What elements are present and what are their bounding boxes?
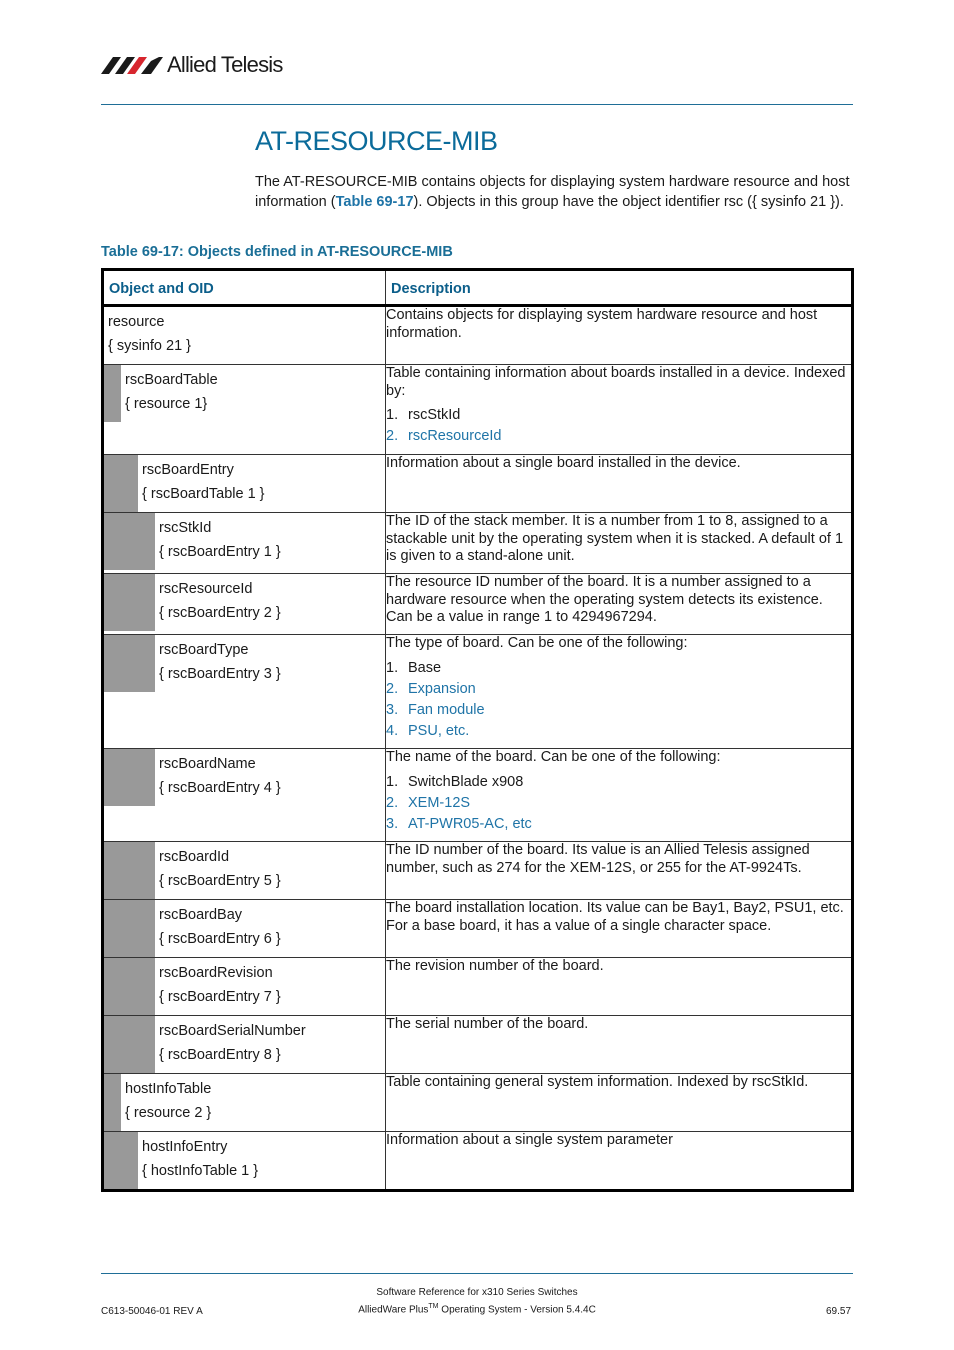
object-name: rscBoardEntry [142, 462, 234, 478]
object-name: rscBoardName [159, 756, 256, 772]
list-item-text: rscStkId [408, 407, 461, 423]
object-name: rscStkId [159, 520, 212, 536]
object-cell [103, 635, 386, 749]
object-oid: { rscBoardEntry 4 } [159, 780, 281, 796]
object-oid: { resource 1} [125, 396, 208, 412]
table-row [103, 635, 853, 749]
list-item [386, 814, 851, 835]
list-item-number: 1. [386, 773, 399, 790]
intro-paragraph [255, 173, 853, 212]
hierarchy-indent-bar [104, 958, 155, 1015]
description-text: Contains objects for displaying system hardware resource and host information. [386, 307, 818, 341]
footer-page-number: 69.57 [826, 1306, 852, 1317]
list-item-text: Fan module [408, 701, 485, 718]
table-row [103, 306, 853, 365]
object-name: hostInfoEntry [142, 1139, 228, 1155]
object-name: resource [108, 314, 165, 330]
object-cell [103, 365, 386, 455]
description-text: Information about a single system parameter [386, 1132, 673, 1148]
hierarchy-indent-bar [104, 513, 155, 570]
table-row [103, 513, 853, 574]
list-item-text: Base [408, 659, 442, 676]
description-cell [386, 635, 853, 749]
table-row [103, 574, 853, 635]
hierarchy-indent-bar [104, 900, 155, 957]
numbered-list [386, 772, 851, 835]
description-cell [386, 455, 853, 513]
footer-subtitle: AlliedWare Plus™ Operating System - Version 5.4.4C [358, 1303, 596, 1316]
object-oid: { rscBoardEntry 8 } [159, 1047, 281, 1063]
list-item [386, 793, 851, 814]
table-row [103, 1074, 853, 1132]
description-text: Table containing information about boards installed in a device. Indexed by: [386, 365, 846, 399]
hierarchy-indent-bar [104, 842, 155, 899]
object-name: rscBoardBay [159, 907, 243, 923]
object-cell [103, 1016, 386, 1074]
list-item-text: PSU, etc. [408, 722, 470, 739]
description-cell [386, 1074, 853, 1132]
description-text: The name of the board. Can be one of the following: [386, 749, 721, 765]
object-oid: { sysinfo 21 } [108, 338, 192, 354]
hierarchy-indent-bar [104, 1074, 121, 1131]
hierarchy-indent-bar [104, 1132, 138, 1189]
table-row [103, 1016, 853, 1074]
object-name: hostInfoTable [125, 1081, 212, 1097]
logo-mark-icon [101, 55, 163, 75]
list-item-number: 2. [386, 794, 399, 811]
hierarchy-indent-bar [104, 635, 155, 692]
object-oid: { rscBoardEntry 6 } [159, 931, 281, 947]
object-cell [103, 749, 386, 842]
list-item-text: XEM-12S [408, 794, 471, 811]
object-cell [103, 1074, 386, 1132]
description-text: Table containing general system information. Indexed by rscStkId. [386, 1074, 809, 1090]
list-item [386, 772, 851, 793]
list-item [386, 679, 851, 700]
description-cell [386, 1016, 853, 1074]
list-item-number: 2. [386, 680, 399, 697]
description-text: The serial number of the board. [386, 1016, 589, 1032]
logo-text: Allied Telesis [167, 52, 283, 77]
table-row [103, 1132, 853, 1191]
mib-objects-table [101, 268, 854, 1192]
table-row [103, 900, 853, 958]
object-oid: { rscBoardEntry 3 } [159, 666, 281, 682]
description-cell [386, 306, 853, 365]
description-text: The ID number of the board. Its value is an Allied Telesis assigned number, such as 274 for the XEM-12S, or 255 for the AT-9924Ts. [386, 842, 810, 876]
object-oid: { hostInfoTable 1 } [142, 1163, 259, 1179]
object-oid: { rscBoardTable 1 } [142, 486, 265, 502]
description-cell [386, 513, 853, 574]
list-item-number: 1. [386, 659, 399, 676]
list-item-number: 3. [386, 815, 399, 832]
object-oid: { rscBoardEntry 1 } [159, 544, 281, 560]
object-oid: { rscBoardEntry 5 } [159, 873, 281, 889]
header-rule [101, 104, 853, 105]
object-cell [103, 455, 386, 513]
footer-doc-id: C613-50046-01 REV A [101, 1306, 203, 1317]
object-oid: { resource 2 } [125, 1105, 212, 1121]
allied-telesis-logo [101, 52, 283, 78]
numbered-list [386, 405, 851, 447]
table-caption: Table 69-17: Objects defined in AT-RESOURCE-MIB [101, 244, 453, 260]
description-cell [386, 842, 853, 900]
column-header-description: Description [386, 270, 853, 306]
list-item [386, 405, 851, 426]
column-header-object: Object and OID [103, 270, 386, 306]
list-item-number: 3. [386, 701, 399, 718]
list-item-text: SwitchBlade x908 [408, 773, 524, 790]
table-header-row [103, 270, 853, 306]
hierarchy-indent-bar [104, 455, 138, 512]
description-text: The board installation location. Its value can be Bay1, Bay2, PSU1, etc. For a base board, it has a value of a single character space. [386, 900, 844, 934]
table-row [103, 749, 853, 842]
description-cell [386, 1132, 853, 1191]
list-item-text: AT-PWR05-AC, etc [408, 815, 532, 832]
object-name: rscBoardSerialNumber [159, 1023, 306, 1039]
object-cell [103, 958, 386, 1016]
object-name: rscBoardType [159, 642, 249, 658]
list-item [386, 700, 851, 721]
list-item [386, 426, 851, 447]
intro-text-end: ). Objects in this group have the object identifier rsc ({ sysinfo 21 }). [413, 193, 844, 210]
object-name: rscBoardId [159, 849, 230, 865]
list-item-text: rscResourceId [408, 428, 502, 444]
hierarchy-indent-bar [104, 1016, 155, 1073]
list-item [386, 721, 851, 742]
object-name: rscBoardRevision [159, 965, 273, 981]
description-text: Information about a single board installed in the device. [386, 455, 741, 471]
hierarchy-indent-bar [104, 365, 121, 422]
description-cell [386, 958, 853, 1016]
table-row [103, 365, 853, 455]
description-text: The ID of the stack member. It is a number from 1 to 8, assigned to a stackable unit by the operating system when it is stacked. A default of 1 is given to a stand-alone unit. [386, 513, 844, 564]
list-item [386, 658, 851, 679]
object-cell [103, 842, 386, 900]
object-name: rscBoardTable [125, 372, 218, 388]
table-row [103, 455, 853, 513]
list-item-number: 1. [386, 407, 399, 423]
object-cell [103, 574, 386, 635]
page-title: AT-RESOURCE-MIB [255, 126, 498, 156]
description-cell [386, 365, 853, 455]
list-item-text: Expansion [408, 680, 476, 697]
table-row [103, 842, 853, 900]
object-cell [103, 1132, 386, 1191]
object-name: rscResourceId [159, 581, 253, 597]
footer-title: Software Reference for x310 Series Switches [376, 1287, 578, 1298]
hierarchy-indent-bar [104, 574, 155, 631]
table-row [103, 958, 853, 1016]
numbered-list [386, 658, 851, 742]
description-cell [386, 749, 853, 842]
table-reference-link[interactable]: Table 69-17 [335, 193, 414, 210]
object-cell [103, 513, 386, 574]
description-text: The type of board. Can be one of the following: [386, 635, 688, 651]
object-oid: { rscBoardEntry 7 } [159, 989, 281, 1005]
intro-text-start: The AT-RESOURCE-MIB contains objects for displaying system hardware resource and host information ( [255, 174, 850, 210]
description-text: The resource ID number of the board. It is a number assigned to a hardware resource when the operating system detects its existence. Can be a value in range 1 to 4294967294. [386, 574, 823, 625]
description-cell [386, 900, 853, 958]
object-oid: { rscBoardEntry 2 } [159, 605, 281, 621]
object-cell [103, 306, 386, 365]
description-cell [386, 574, 853, 635]
object-cell [103, 900, 386, 958]
hierarchy-indent-bar [104, 749, 155, 806]
footer-rule [101, 1273, 853, 1274]
description-text: The revision number of the board. [386, 958, 604, 974]
list-item-number: 2. [386, 428, 399, 444]
list-item-number: 4. [386, 722, 399, 739]
